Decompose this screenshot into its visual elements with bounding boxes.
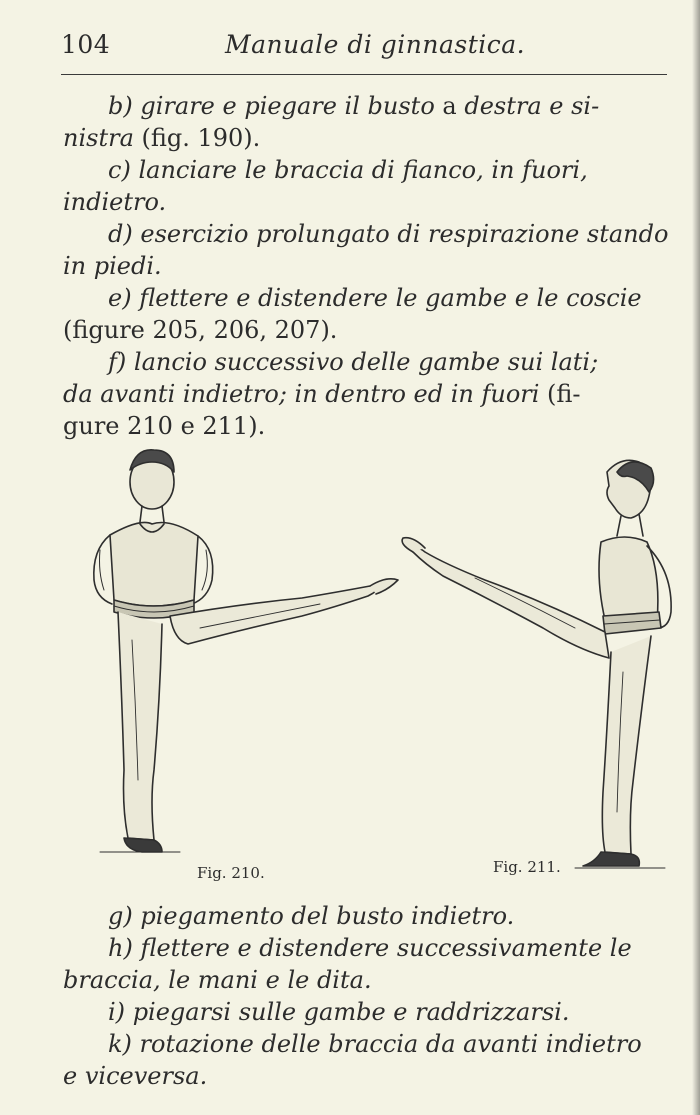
text-italic: e viceversa.	[63, 1062, 208, 1090]
text-line	[63, 90, 668, 122]
text-line	[63, 346, 668, 378]
running-title: Manuale di ginnastica.	[225, 30, 526, 59]
item-letter: h)	[108, 934, 133, 962]
text-italic: da avanti indietro; in dentro ed in fuori	[63, 380, 540, 408]
exercise-list-top	[63, 90, 668, 442]
text-italic: piegamento del busto indietro.	[140, 902, 515, 930]
text-italic: rotazione delle braccia da avanti indietro	[139, 1030, 642, 1058]
text-italic: lanciare le braccia di fianco, in fuori,	[138, 156, 588, 184]
text-italic: piegarsi sulle gambe e raddrizzarsi.	[132, 998, 570, 1026]
page-edge-shadow	[692, 0, 700, 1115]
text-roman: (figure 205, 206, 207).	[63, 316, 338, 344]
text-line	[63, 964, 668, 996]
text-line	[63, 314, 668, 346]
text-italic: nistra	[63, 124, 134, 152]
text-roman: (fi-	[539, 380, 581, 408]
text-italic: esercizio prolungato di respirazione stando	[140, 220, 669, 248]
figure-210-caption: Fig. 210.	[197, 864, 265, 882]
header-rule	[61, 74, 667, 75]
text-line	[63, 1028, 668, 1060]
text-line	[63, 250, 668, 282]
figure-210-illustration	[70, 440, 400, 880]
item-letter: g)	[108, 902, 133, 930]
text-italic: flettere e distendere le gambe e le coscie	[139, 284, 642, 312]
text-line	[63, 900, 668, 932]
text-italic: indietro.	[63, 188, 167, 216]
item-letter: c)	[108, 156, 131, 184]
figure-211-illustration	[395, 452, 695, 877]
item-letter: e)	[108, 284, 132, 312]
text-italic: girare e piegare il busto	[140, 92, 435, 120]
text-line	[63, 932, 668, 964]
text-line	[63, 122, 668, 154]
text-italic: lancio successivo delle gambe sui lati;	[133, 348, 599, 376]
item-letter: i)	[108, 998, 126, 1026]
text-line	[63, 996, 668, 1028]
figure-211-caption: Fig. 211.	[493, 858, 561, 876]
text-roman: gure 210 e 211).	[63, 412, 266, 440]
text-line	[63, 154, 668, 186]
text-line	[63, 218, 668, 250]
exercise-list-bottom	[63, 900, 668, 1092]
text-italic: in piedi.	[63, 252, 162, 280]
text-line	[63, 186, 668, 218]
text-roman: a	[434, 92, 465, 120]
text-line	[63, 282, 668, 314]
text-italic: destra e si-	[464, 92, 600, 120]
text-roman: (fig. 190).	[133, 124, 261, 152]
text-line	[63, 1060, 668, 1092]
text-italic: braccia, le mani e le dita.	[63, 966, 372, 994]
item-letter: b)	[108, 92, 133, 120]
text-line	[63, 410, 668, 442]
page-number: 104	[61, 30, 111, 59]
text-line	[63, 378, 668, 410]
text-italic: flettere e distendere successivamente le	[140, 934, 632, 962]
item-letter: d)	[108, 220, 133, 248]
item-letter: f)	[108, 348, 127, 376]
item-letter: k)	[108, 1030, 132, 1058]
